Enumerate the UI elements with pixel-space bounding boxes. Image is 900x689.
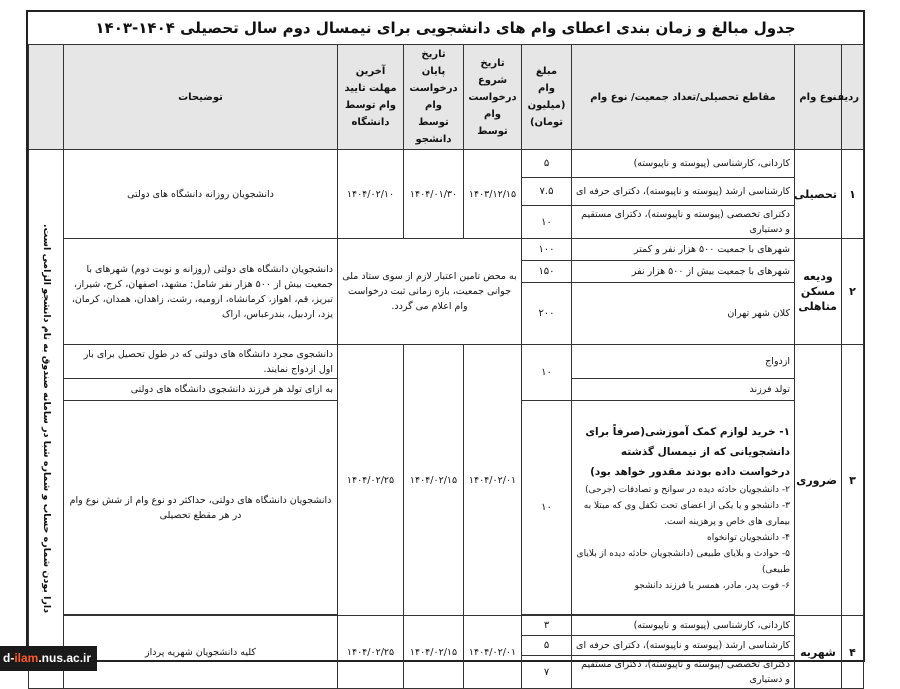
loan-type: تحصیلی — [795, 150, 842, 239]
note-cell: دانشجویان دانشگاه های دولتی، حداکثر دو نوع وام از شش نوع وام در هر مقطع تحصیلی — [64, 401, 338, 615]
amount-cell: ۲۰۰ — [522, 283, 572, 345]
start-date: ۱۴۰۴/۰۲/۰۱ — [464, 616, 522, 689]
level-cell: کاردانی، کارشناسی (پیوسته و ناپیوسته) — [572, 616, 795, 636]
site-watermark — [0, 646, 97, 671]
level-cell: تولد فرزند — [572, 379, 795, 401]
deadline-date: ۱۴۰۴/۰۲/۲۵ — [338, 345, 404, 616]
watermark-suffix: .nus.ac.ir — [38, 651, 92, 665]
list-item: ۴- دانشجویان توانخواه — [706, 532, 790, 543]
amount-cell: ۷.۵ — [522, 178, 572, 206]
level-cell: دکترای تخصصی (پیوسته و ناپیوسته)، دکترای مستقیم و دستیاری — [572, 206, 795, 239]
table-row — [29, 239, 864, 261]
start-date: ۱۴۰۳/۱۲/۱۵ — [464, 150, 522, 239]
dates-note-cell: به محض تامین اعتبار لازم از سوی ستاد ملی جوانی جمعیت، بازه زمانی ثبت درخواست وام اعلام می گردد. — [338, 239, 522, 345]
list-item: ۳- دانشجو و یا یکی از اعضای تحت تکفل وی که مبتلا به بیماری های خاص و پرهزینه است. — [583, 500, 790, 527]
note-cell: دانشجوی مجرد دانشگاه های دولتی که در طول تحصیل برای بار اول ازدواج نمایند. — [64, 345, 338, 379]
side-note-cell — [29, 150, 64, 689]
loan-type: ودیعه مسکن متاهلی — [795, 239, 842, 345]
amount-cell: ۱۵۰ — [522, 261, 572, 283]
page-title: جدول مبالغ و زمان بندی اعطای وام های دانشجویی برای نیمسال دوم سال تحصیلی ۱۴۰۴-۱۴۰۳ — [28, 12, 863, 45]
header-row-no: ردیف — [842, 45, 864, 150]
level-cell: شهرهای با جمعیت ۵۰۰ هزار نفر و کمتر — [572, 239, 795, 261]
amount-cell: ۳ — [522, 616, 572, 636]
header-loan-type: نوع وام — [795, 45, 842, 150]
amount-cell: ۱۰ — [522, 401, 572, 615]
header-side-blank — [29, 45, 64, 150]
note-cell: دانشجویان دانشگاه های دولتی (روزانه و نوبت دوم) شهرهای با جمعیت بیش از ۵۰۰ هزار نفر شامل: مشهد، اصفهان، کرج، شیراز، تبریز، قم، اهواز، کرمانشاه، ارومیه، رشت، زاهدان، همدان، کرمان، یزد، اردبیل، بندرعباس، اراک — [64, 239, 338, 345]
amount-cell: ۵ — [522, 636, 572, 656]
list-item: ۵- حوادث و بلایای طبیعی (دانشجویان حادثه دیده از بلایای طبیعی) — [576, 548, 790, 575]
deadline-date: ۱۴۰۴/۰۲/۲۵ — [338, 616, 404, 689]
loan-type: ضروری — [795, 345, 842, 616]
end-date: ۱۴۰۴/۰۲/۱۵ — [404, 616, 464, 689]
note-cell: کلیه دانشجویان شهریه پرداز — [64, 616, 338, 689]
list-item: ۶- فوت پدر، مادر، همسر یا فرزند دانشجو — [634, 580, 790, 591]
loan-table — [28, 44, 864, 689]
header-notes: توضیحات — [64, 45, 338, 150]
watermark-highlight: ilam — [14, 651, 39, 665]
side-note: دارا بودن شماره حساب و شماره شبا در سامانه صندوق به نام دانشجو الزامی است. — [41, 224, 52, 614]
deadline-date: ۱۴۰۴/۰۲/۱۰ — [338, 150, 404, 239]
end-date: ۱۴۰۴/۰۱/۳۰ — [404, 150, 464, 239]
header-end-date: تاریخ پایان درخواست وام توسط دانشجو — [404, 45, 464, 150]
level-cell: ازدواج — [572, 345, 795, 379]
table-row — [29, 345, 864, 379]
end-date: ۱۴۰۴/۰۲/۱۵ — [404, 345, 464, 616]
header-amount: مبلغ وام (میلیون تومان) — [522, 45, 572, 150]
row-number: ۱ — [842, 150, 864, 239]
row-number: ۴ — [842, 616, 864, 689]
start-date: ۱۴۰۴/۰۲/۰۱ — [464, 345, 522, 616]
header-deadline: آخرین مهلت تایید وام توسط دانشگاه — [338, 45, 404, 150]
table-row — [29, 150, 864, 178]
amount-cell: ۱۰ — [522, 345, 572, 401]
amount-cell: ۱۰ — [522, 206, 572, 239]
emergency-items — [576, 422, 790, 594]
header-start-date: تاریخ شروع درخواست وام توسط — [464, 45, 522, 150]
note-cell: به ازای تولد هر فرزند دانشجوی دانشگاه های دولتی — [64, 379, 338, 401]
level-cell: کلان شهر تهران — [572, 283, 795, 345]
row-number: ۳ — [842, 345, 864, 616]
level-cell: کارشناسی ارشد (پیوسته و ناپیوسته)، دکترای حرفه ای — [572, 636, 795, 656]
table-row — [29, 616, 864, 636]
loan-type: شهریه — [795, 616, 842, 689]
list-item: ۱- خرید لوازم کمک آموزشی(صرفاً برای دانشجویانی که از نیمسال گذشته درخواست داده بودند مقدور خواهد بود) — [585, 425, 790, 478]
amount-cell: ۵ — [522, 150, 572, 178]
header-row — [29, 45, 864, 150]
level-cell: کارشناسی ارشد (پیوسته و ناپیوسته)، دکترای حرفه ای — [572, 178, 795, 206]
level-cell: شهرهای با جمعیت بیش از ۵۰۰ هزار نفر — [572, 261, 795, 283]
level-cell — [572, 401, 795, 615]
note-cell: دانشجویان روزانه دانشگاه های دولتی — [64, 150, 338, 239]
list-item: ۲- دانشجویان حادثه دیده در سوانح و تصادفات (جرحی) — [585, 484, 790, 495]
header-levels: مقاطع تحصیلی/تعداد جمعیت/ نوع وام — [572, 45, 795, 150]
level-cell: کاردانی، کارشناسی (پیوسته و ناپیوسته) — [572, 150, 795, 178]
amount-cell: ۱۰۰ — [522, 239, 572, 261]
row-number: ۲ — [842, 239, 864, 345]
level-cell: دکترای تخصصی (پیوسته و ناپیوسته)، دکترای مستقیم و دستیاری — [572, 656, 795, 689]
amount-cell: ۷ — [522, 656, 572, 689]
watermark-prefix: d- — [3, 651, 15, 665]
